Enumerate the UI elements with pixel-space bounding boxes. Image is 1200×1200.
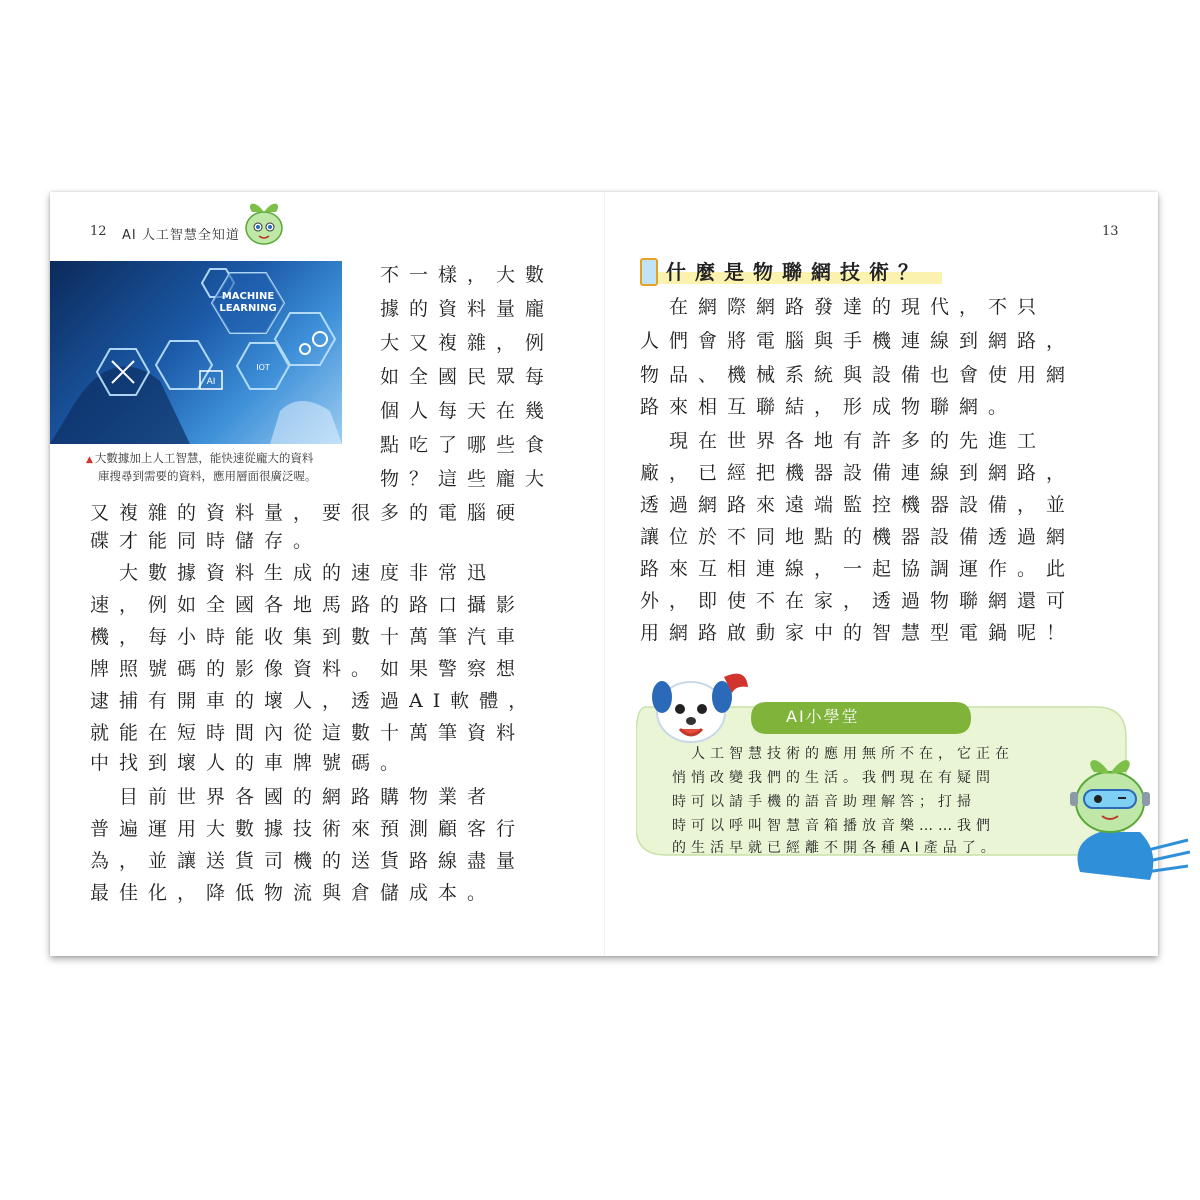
text-line: 路來互相連線，一起協調運作。此	[640, 558, 1076, 580]
ai-class-line: 的生活早就已經離不開各種AI產品了。	[672, 840, 1000, 856]
phone-icon	[640, 258, 658, 286]
right-page-number: 13	[1102, 224, 1119, 239]
sprout-mascot-icon	[240, 194, 288, 246]
text-line: 透過網路來遠端監控機器設備，並	[640, 494, 1076, 516]
photo-label-iot: IOT	[256, 363, 270, 372]
text-line: 目前世界各國的網路購物業者	[90, 786, 497, 808]
gutter	[604, 192, 605, 956]
caption-line-1: 大數據加上人工智慧，能快速從龐大的資料	[94, 451, 314, 465]
text-line: 路來相互聯結，形成物聯網。	[640, 396, 1018, 418]
text-line: 物品、機械系統與設備也會使用網	[640, 364, 1076, 386]
text-line: 又複雜的資料量，要很多的電腦硬	[90, 502, 526, 524]
machine-learning-photo	[50, 261, 342, 444]
dog-mascot-icon	[636, 657, 756, 757]
ai-class-title-badge	[751, 702, 971, 734]
robot-mascot-icon	[1040, 732, 1190, 882]
ai-class-line: 悄悄改變我們的生活。我們現在有疑問	[672, 770, 995, 786]
photo-label-machine: MACHINE	[221, 291, 275, 302]
text-line: 物？這些龐大	[380, 468, 555, 490]
caption-line-2: 庫搜尋到需要的資料，應用層面很廣泛喔。	[98, 469, 317, 483]
text-line: 大數據資料生成的速度非常迅	[90, 562, 497, 584]
text-line: 最佳化，降低物流與倉儲成本。	[90, 882, 497, 904]
book-title: AI 人工智慧全知道	[122, 228, 240, 243]
photo-label-ai: AI	[206, 377, 216, 387]
text-line: 普遍運用大數據技術來預測顧客行	[90, 818, 526, 840]
photo-caption	[86, 450, 366, 484]
text-line: 在網際網路發達的現代，不只	[640, 296, 1047, 318]
text-line: 據的資料量龐	[380, 298, 555, 320]
text-line: 人們會將電腦與手機連線到網路，	[640, 330, 1076, 352]
ai-class-line: 時可以請手機的語音助理解答；打掃	[672, 794, 976, 810]
section-heading	[640, 256, 927, 286]
book-spread	[50, 192, 1158, 956]
text-line: 為，並讓送貨司機的送貨路線盡量	[90, 850, 526, 872]
text-line: 就能在短時間內從這數十萬筆資料	[90, 722, 526, 744]
text-line: 速，例如全國各地馬路的路口攝影	[90, 594, 526, 616]
caption-marker-icon: ▲	[86, 455, 93, 465]
text-line: 讓位於不同地點的機器設備透過網	[640, 526, 1076, 548]
heading-text: 什麼是物聯網技術？	[666, 260, 927, 284]
left-page-number: 12	[90, 224, 107, 239]
text-line: 碟才能同時儲存。	[90, 530, 323, 552]
ai-class-title: AI小學堂	[786, 707, 860, 726]
text-line: 機，每小時能收集到數十萬筆汽車	[90, 626, 526, 648]
text-line: 點吃了哪些食	[380, 434, 555, 456]
ai-class-line: 人工智慧技術的應用無所不在，它正在	[672, 746, 1014, 762]
text-line: 不一樣，大數	[380, 264, 555, 286]
text-line: 中找到壞人的車牌號碼。	[90, 752, 410, 774]
text-line: 現在世界各地有許多的先進工	[640, 430, 1047, 452]
text-line: 逮捕有開車的壞人，透過AI軟體，	[90, 690, 538, 712]
text-line: 個人每天在幾	[380, 400, 555, 422]
text-line: 如全國民眾每	[380, 366, 555, 388]
text-line: 用網路啟動家中的智慧型電鍋呢！	[640, 622, 1076, 644]
text-line: 牌照號碼的影像資料。如果警察想	[90, 658, 526, 680]
text-line: 大又複雜，例	[380, 332, 555, 354]
text-line: 外，即使不在家，透過物聯網還可	[640, 590, 1076, 612]
ai-class-line: 時可以呼叫智慧音箱播放音樂……我們	[672, 818, 995, 834]
photo-label-learning: LEARNING	[219, 303, 277, 314]
text-line: 廠，已經把機器設備連線到網路，	[640, 462, 1076, 484]
